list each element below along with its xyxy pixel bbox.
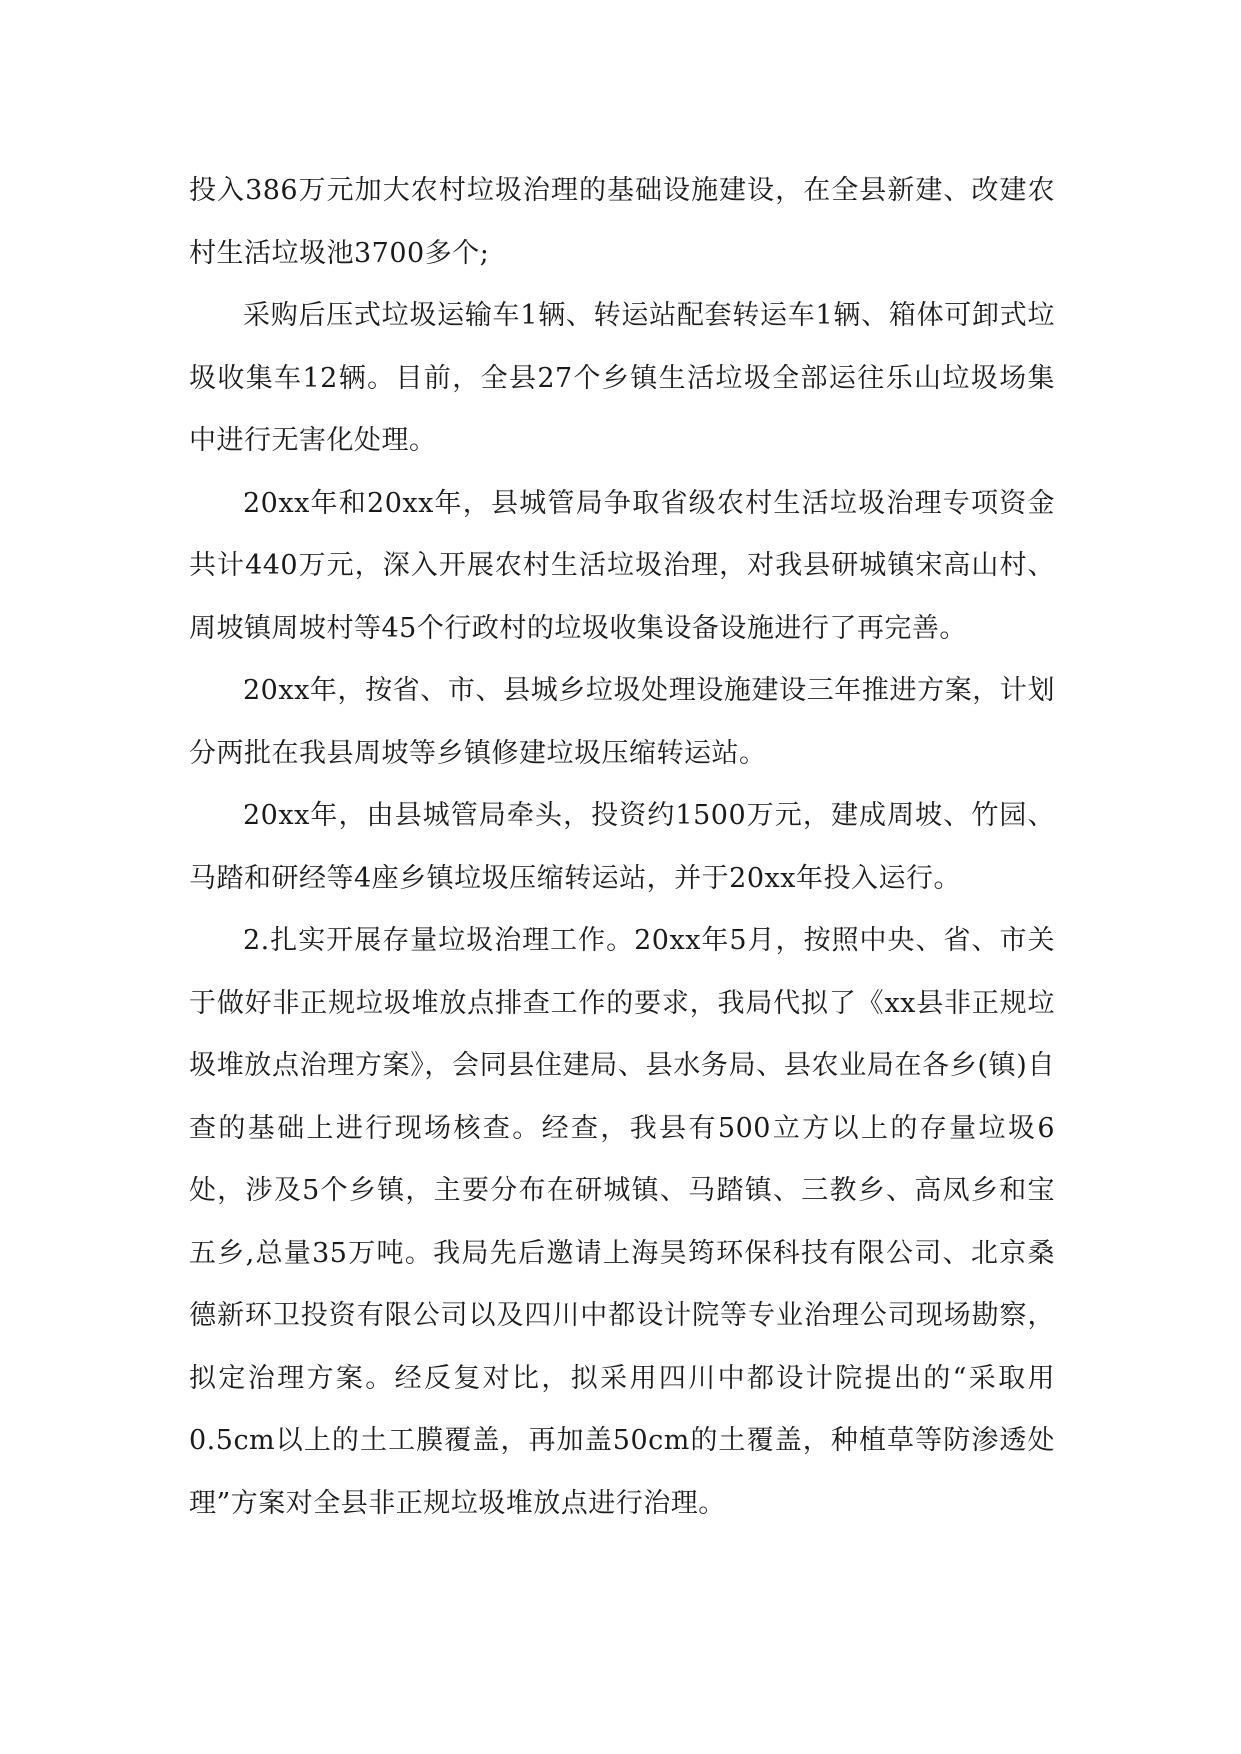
paragraph-4: 20xx年，按省、市、县城乡垃圾处理设施建设三年推进方案，计划分两批在我县周坡等乡镇修建垃圾压缩转运站。	[189, 675, 1055, 769]
paragraph-6: 2.扎实开展存量垃圾治理工作。20xx年5月，按照中央、省、市关于做好非正规垃圾堆放点排查工作的要求，我局代拟了《xx县非正规垃圾堆放点治理方案》，会同县住建局、县水务局、县农业局在各乡(镇)自查的基础上进行现场核查。经查，我县有500立方以上的存量垃圾6处，涉及5个乡镇，主要分布在研城镇、马踏镇、三教乡、高凤乡和宝五乡,总量35万吨。我局先后邀请上海昊筠环保科技有限公司、北京桑德新环卫投资有限公司以及四川中都设计院等专业治理公司现场勘察，拟定治理方案。经反复对比，拟采用四川中都设计院提出的“采取用0.5cm以上的土工膜覆盖，再加盖50cm的土覆盖，种植草等防渗透处理”方案对全县非正规垃圾堆放点进行治理。	[189, 925, 1055, 1519]
paragraph-1: 投入386万元加大农村垃圾治理的基础设施建设，在全县新建、改建农村生活垃圾池3700多个;	[189, 175, 1055, 269]
paragraph-3: 20xx年和20xx年，县城管局争取省级农村生活垃圾治理专项资金共计440万元，深入开展农村生活垃圾治理，对我县研城镇宋高山村、周坡镇周坡村等45个行政村的垃圾收集设备设施进行了再完善。	[189, 487, 1055, 644]
document-body	[189, 160, 1055, 1535]
paragraph-5: 20xx年，由县城管局牵头，投资约1500万元，建成周坡、竹园、马踏和研经等4座乡镇垃圾压缩转运站，并于20xx年投入运行。	[189, 800, 1055, 894]
paragraph-2: 采购后压式垃圾运输车1辆、转运站配套转运车1辆、箱体可卸式垃圾收集车12辆。目前，全县27个乡镇生活垃圾全部运往乐山垃圾场集中进行无害化处理。	[189, 300, 1055, 456]
